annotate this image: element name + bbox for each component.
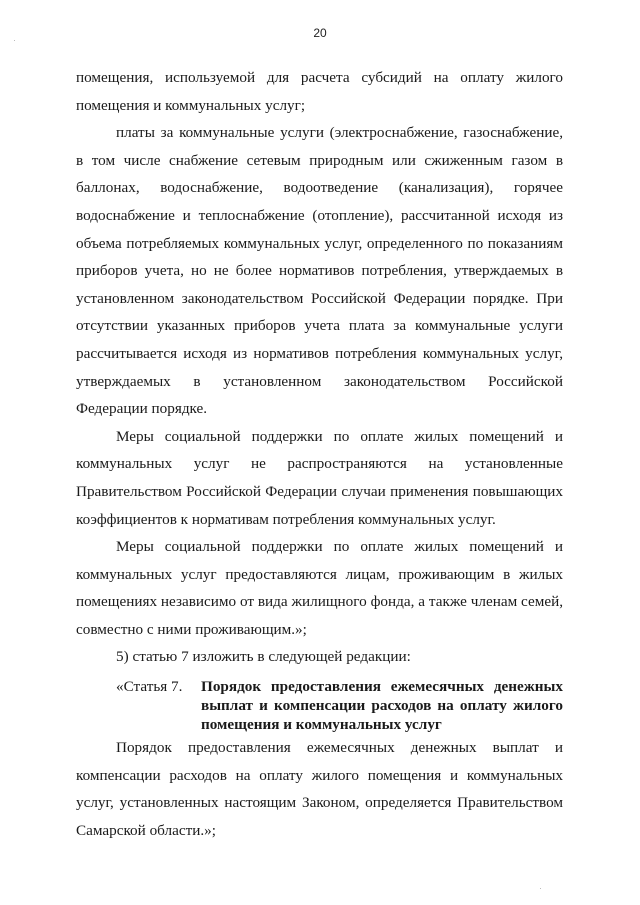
paragraph-utility-payments: платы за коммунальные услуги (электроснабжение, газоснабжение, в том числе снабжение сетевым природным или сжиженным газом в баллонах, водоснабжение, водоотведение (канализация), горячее водоснабжение и теплоснабжение (отопление), рассчитанной исходя из объема потребляемых коммунальных услуг, определенного по показаниям приборов учета, но не более нормативов потребления, утверждаемых в установленном законодательством Российской Федерации порядке. При отсутствии указанных приборов учета плата за коммунальные услуги рассчитывается исходя из нормативов потребления коммунальных услуг, утверждаемых в установленном законодательством Российской Федерации порядке. — [76, 124, 563, 418]
article-label: «Статья 7. — [116, 678, 183, 696]
scan-speck — [540, 888, 541, 889]
article-title: Порядок предоставления ежемесячных денежных выплат и компенсации расходов на оплату жилого помещения и коммунальных услуг — [201, 678, 563, 734]
paragraph-article-body: Порядок предоставления ежемесячных денежных выплат и компенсации расходов на оплату жилого помещения и коммунальных услуг, установленных настоящим Законом, определяется Правительством Самарской области.»; — [76, 739, 563, 839]
document-body — [76, 64, 563, 844]
page-number: 20 — [313, 26, 327, 40]
scan-speck — [14, 40, 15, 41]
paragraph-support-provision: Меры социальной поддержки по оплате жилых помещений и коммунальных услуг предоставляются лицам, проживающим в жилых помещениях независимо от вида жилищного фонда, а также членам семей, совместно с ними проживающим.»; — [76, 538, 563, 638]
article-heading — [76, 673, 563, 734]
paragraph-support-exclusion: Меры социальной поддержки по оплате жилых помещений и коммунальных услуг не распространяются на установленные Правительством Российской Федерации случаи применения повышающих коэффициентов к нормативам потребления коммунальных услуг. — [76, 427, 563, 528]
paragraph-amendment-item: 5) статью 7 изложить в следующей редакции: — [116, 648, 411, 666]
paragraph-continuation: помещения, используемой для расчета субсидий на оплату жилого помещения и коммунальных услуг; — [76, 69, 563, 114]
